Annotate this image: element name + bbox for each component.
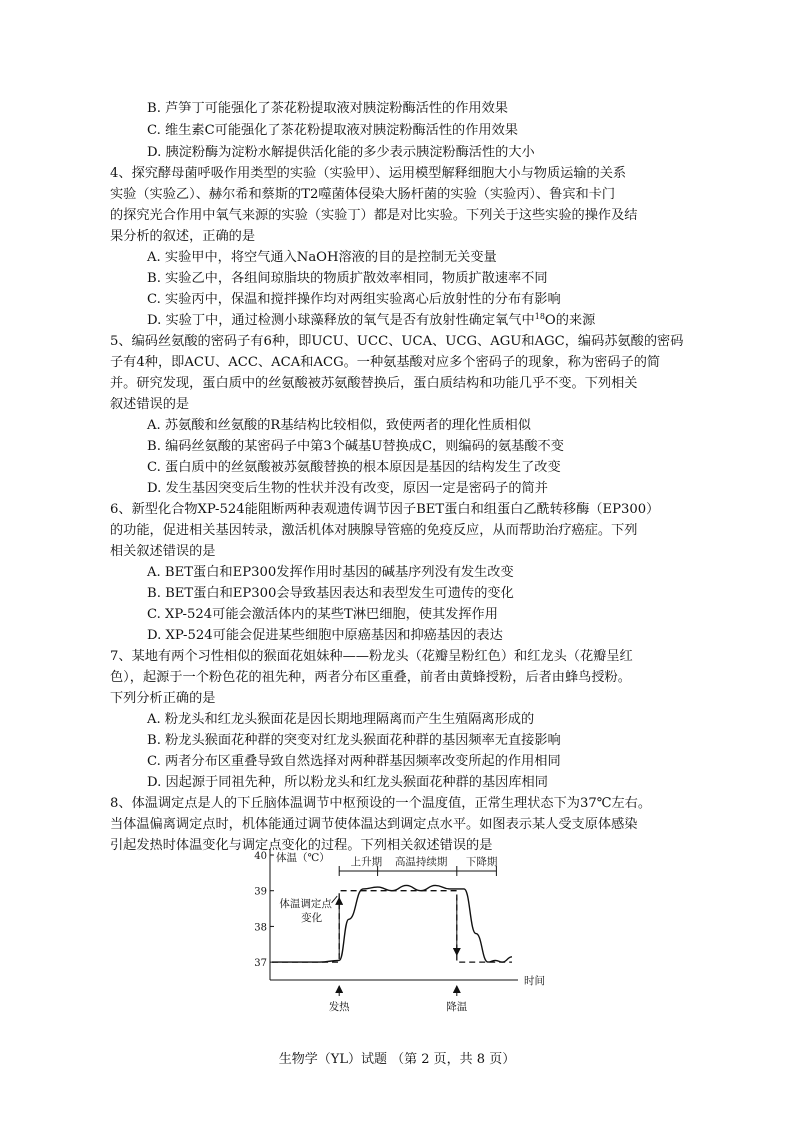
y-tick-label: 40 (254, 851, 267, 862)
event-label-cooling: 降温 (446, 1001, 468, 1013)
page-footer: 生物学（YL）试题 （第 2 页，共 8 页） (278, 1052, 516, 1067)
q7-stem-line-2: 色），起源于一个粉色花的祖先种，两者分布区重叠，前者由黄蜂授粉，后者由蜂鸟授粉。 (110, 670, 631, 685)
q8-stem-line-1: 8、体温调定点是人的下丘脑体温调节中枢预设的一个温度值，正常生理状态下为37℃左右。 (110, 796, 652, 811)
chart-labels (276, 851, 545, 1013)
q4-option-a: A. 实验甲中，将空气通入NaOH溶液的目的是控制无关变量 (147, 250, 497, 265)
q6-stem-line-3: 相关叙述错误的是 (110, 544, 216, 559)
y-tick-label: 38 (254, 922, 267, 934)
annotation-line-1: 体温调定点 (279, 897, 332, 910)
q5-option-c: C. 蛋白质中的丝氨酸被苏氨酸替换的根本原因是基因的结构发生了改变 (147, 460, 561, 475)
phase-label-rising: 上升期 (350, 856, 383, 868)
q6-option-b: B. BET蛋白和EP300会导致基因表达和表型发生可遗传的变化 (147, 586, 514, 601)
q5-stem-line-3: 并。研究发现，蛋白质中的丝氨酸被苏氨酸替换后，蛋白质结构和功能几乎不变。下列相关 (110, 376, 638, 391)
y-tick-label: 37 (254, 958, 267, 970)
q7-stem-line-3: 下列分析正确的是 (110, 691, 216, 706)
q5-option-a: A. 苏氨酸和丝氨酸的R基结构比较相似，致使两者的理化性质相似 (147, 418, 531, 433)
q4-stem-line-1: 4、探究酵母菌呼吸作用类型的实验（实验甲）、运用模型解释细胞大小与物质运输的关系 (110, 166, 627, 181)
phase-label-falling: 下降期 (465, 856, 498, 868)
annotation-line-2: 变化 (301, 911, 323, 924)
phase-label-plateau: 高温持续期 (394, 856, 448, 868)
q6-option-c: C. XP-524可能会激活体内的某些T淋巴细胞，使其发挥作用 (147, 607, 498, 622)
isotope-superscript: 18 (534, 312, 545, 321)
q6-option-d: D. XP-524可能会促进某些细胞中原癌基因和抑癌基因的表达 (147, 628, 503, 643)
q5-stem-line-4: 叙述错误的是 (110, 397, 190, 412)
q7-option-a: A. 粉龙头和红龙头猴面花是因长期地理隔离而产生生殖隔离形成的 (147, 712, 535, 727)
q4-option-d-tail: O的来源 (544, 313, 596, 328)
q4-option-b: B. 实验乙中，各组间琼脂块的物质扩散效率相同，物质扩散速率不同 (147, 271, 548, 286)
q6-stem-line-1: 6、新型化合物XP-524能阻断两种表观遗传调节因子BET蛋白和组蛋白乙酰转移酶（EP300） (110, 502, 660, 517)
q8-stem-line-2: 当体温偏离调定点时，机体能通过调节使体温达到调定点水平。如图表示某人受支原体感染 (110, 817, 638, 832)
q6-stem-line-2: 的功能，促进相关基因转录，激活机体对胰腺导管癌的免疫反应，从而帮助治疗癌症。下列 (110, 523, 638, 538)
event-label-fever: 发热 (328, 1001, 350, 1013)
q6-option-a: A. BET蛋白和EP300发挥作用时基因的碱基序列没有发生改变 (147, 565, 514, 580)
q7-option-c: C. 两者分布区重叠导致自然选择对两种群基因频率改变所起的作用相同 (147, 754, 561, 769)
q5-stem-line-2: 子有4种，即ACU、ACC、ACA和ACG。一种氨基酸对应多个密码子的现象，称为密码子的简 (110, 355, 661, 370)
q7-stem-line-1: 7、某地有两个习性相似的猴面花姐妹种——粉龙头（花瓣呈粉红色）和红龙头（花瓣呈红 (110, 649, 633, 664)
body-temperature-chart (250, 845, 550, 1013)
q3-option-d: D. 胰淀粉酶为淀粉水解提供活化能的多少表示胰淀粉酶活性的大小 (147, 145, 535, 160)
q4-option-d-text: D. 实验丁中，通过检测小球藻释放的氧气是否有放射性确定氧气中 (147, 313, 535, 328)
q4-stem-line-4: 果分析的叙述，正确的是 (110, 229, 256, 244)
q4-option-d (147, 311, 595, 331)
q8-stem-line-3: 引起发热时体温变化与调定点变化的过程。下列相关叙述错误的是 (110, 838, 493, 853)
annotation-leader (332, 896, 338, 903)
x-axis-label: 时间 (524, 975, 545, 987)
q3-option-b: B. 芦笋丁可能强化了茶花粉提取液对胰淀粉酶活性的作用效果 (147, 101, 508, 116)
q4-option-c: C. 实验丙中，保温和搅拌操作均对两组实验离心后放射性的分布有影响 (147, 292, 561, 307)
q4-stem-line-3: 的探究光合作用中氧气来源的实验（实验丁）都是对比实验。下列关于这些实验的操作及结 (110, 208, 638, 223)
q7-option-d: D. 因起源于同祖先种，所以粉龙头和红龙头猴面花种群的基因库相同 (147, 775, 548, 790)
y-axis-label: 体温（℃） (276, 852, 330, 864)
q5-option-d: D. 发生基因突变后生物的性状并没有改变，原因一定是密码子的简并 (147, 481, 548, 496)
y-tick-label: 39 (254, 886, 267, 898)
y-ticks (254, 851, 274, 969)
q7-option-b: B. 粉龙头猴面花种群的突变对红龙头猴面花种群的基因频率无直接影响 (147, 733, 561, 748)
q5-option-b: B. 编码丝氨酸的某密码子中第3个碱基U替换成C，则编码的氨基酸不变 (147, 439, 564, 454)
q4-stem-line-2: 实验（实验乙）、赫尔希和蔡斯的T2噬菌体侵染大肠杆菌的实验（实验丙）、鲁宾和卡门 (110, 187, 616, 202)
q5-stem-line-1: 5、编码丝氨酸的密码子有6种，即UCU、UCC、UCA、UCG、AGU和AGC，编码苏氨酸的密码 (110, 334, 684, 349)
q3-option-c: C. 维生素C可能强化了茶花粉提取液对胰淀粉酶活性的作用效果 (147, 123, 518, 138)
